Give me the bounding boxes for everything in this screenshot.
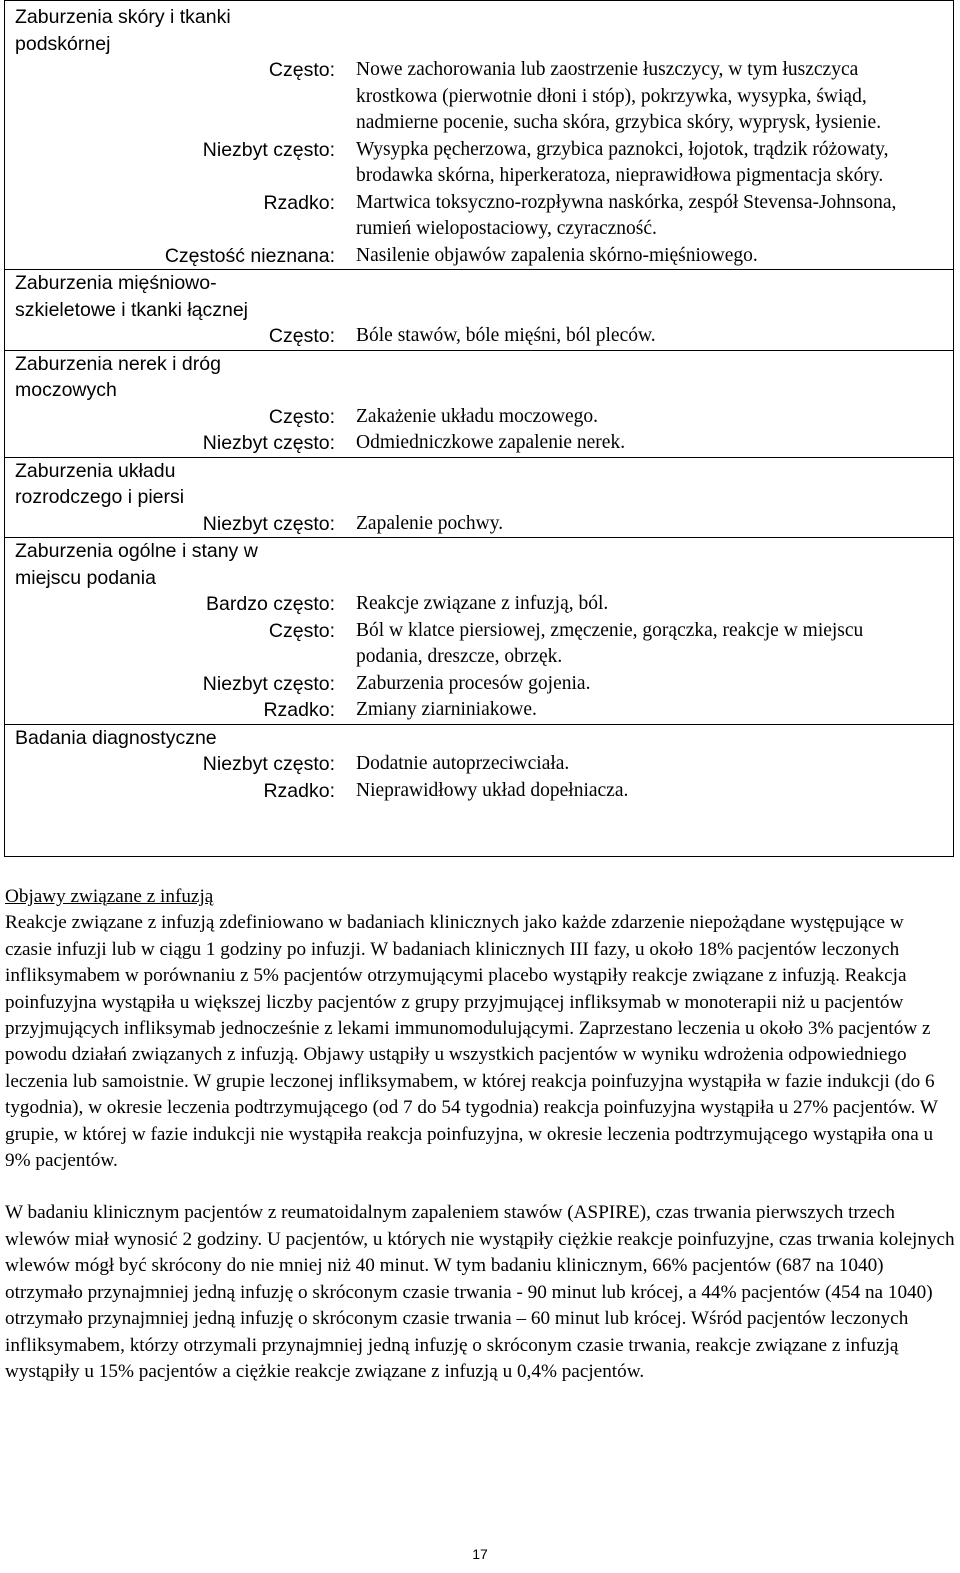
adverse-effects: Martwica toksyczno-rozpływna naskórka, zespół Stevensa-Johnsona, rumień wielopostaciowy, czyraczność.	[356, 191, 897, 239]
table-section	[5, 724, 953, 805]
adverse-effects: Zmiany ziarniniakowe.	[356, 699, 537, 720]
paragraph: W badaniu klinicznym pacjentów z reumatoidalnym zapaleniem stawów (ASPIRE), czas trwania pierwszych trzech wlewów miał wynosić 2 godziny. U pacjentów, u których nie wystąpiły ciężkie reakcje poinfuzyjne, czas trwania kolejnych wlewów mógł być skrócony do nie mniej niż 40 minut. W tym badaniu klinicznym, 66% pacjentów (687 na 1040) otrzymało przynajmniej jedną infuzję o skróconym czasie trwania - 90 minut lub krócej, a 44% pacjentów (454 na 1040) otrzymało przynajmniej jedną infuzję o skróconym czasie trwania – 60 minut lub krócej. Wśród pacjentów leczonych infliksymabem, którzy otrzymali przynajmniej jedną infuzję o skróconym czasie trwania, reakcje związane z infuzją wystąpiły u 15% pacjentów a ciężkie reakcje związane z infuzją u 0,4% pacjentów.	[5, 1202, 955, 1382]
table-section	[5, 269, 953, 350]
page-number: 17	[472, 1546, 488, 1562]
adverse-effects: Wysypka pęcherzowa, grzybica paznokci, łojotok, trądzik różowaty, brodawka skórna, hiperkeratoza, nieprawidłowa pigmentacja skóry.	[356, 138, 889, 186]
infusion-reactions-section	[5, 884, 955, 1385]
adverse-effects: Zapalenie pochwy.	[356, 512, 504, 534]
frequency-label: Niezbyt często:	[202, 672, 335, 695]
system-organ-class: Badania diagnostyczne	[15, 726, 217, 749]
adverse-effects: Zakażenie układu moczowego.	[356, 405, 599, 427]
frequency-label: Rzadko:	[263, 699, 335, 721]
system-organ-class: Zaburzenia układu rozrodczego i piersi	[15, 459, 185, 508]
frequency-label: Często:	[268, 59, 335, 81]
table-row	[5, 591, 953, 618]
adverse-effects: Ból w klatce piersiowej, zmęczenie, gorączka, reakcje w miejscu podania, dreszcze, obrzęk.	[356, 619, 864, 667]
frequency-label: Rzadko:	[263, 191, 335, 214]
table-row	[5, 671, 953, 698]
adverse-effects: Zaburzenia procesów gojenia.	[356, 672, 591, 694]
table-row	[5, 778, 953, 805]
adverse-effects: Nasilenie objawów zapalenia skórno-mięśniowego.	[356, 244, 758, 266]
frequency-label: Niezbyt często:	[202, 753, 335, 775]
adverse-effects: Dodatnie autoprzeciwciała.	[356, 753, 570, 774]
frequency-label: Częstość nieznana:	[164, 244, 335, 267]
system-organ-class: Zaburzenia nerek i dróg moczowych	[15, 352, 221, 401]
frequency-label: Niezbyt często:	[202, 138, 335, 161]
adverse-effects: Reakcje związane z infuzją, ból.	[356, 593, 609, 614]
frequency-label: Często:	[268, 325, 335, 347]
table-row	[5, 618, 953, 671]
table-row	[5, 190, 953, 243]
frequency-label: Często:	[268, 405, 335, 428]
frequency-label: Rzadko:	[263, 779, 335, 802]
paragraph: Reakcje związane z infuzją zdefiniowano w badaniach klinicznych jako każde zdarzenie niepożądane występujące w czasie infuzji lub w ciągu 1 godziny po infuzji. W badaniach klinicznych III fazy, u około 18% pacjentów leczonych infliksymabem w porównaniu z 5% pacjentów otrzymującymi placebo wystąpiły reakcje związane z infuzją. Reakcja poinfuzyjna wystąpiła u większej liczby pacjentów z grupy przyjmującej infliksymab w monoterapii niż u pacjentów przyjmujących infliksymab jednocześnie z lekami immunomodulującymi. Zaprzestano leczenia u około 3% pacjentów z powodu działań związanych z infuzją. Objawy ustąpiły u wszystkich pacjentów w wyniku wdrożenia odpowiedniego leczenia lub samoistnie. W grupie leczonej infliksymabem, w której reakcja poinfuzyjna wystąpiła w fazie indukcji (do 6 tygodnia), w okresie leczenia podtrzymującego (od 7 do 54 tygodnia) reakcja poinfuzyjna wystąpiła u 27% pacjentów. W grupie, w której w fazie indukcji nie wystąpiła reakcja poinfuzyjna, w okresie leczenia podtrzymującego wystąpiła ona u 9% pacjentów.	[5, 912, 938, 1172]
table-section	[5, 350, 953, 457]
frequency-label: Bardzo często:	[206, 593, 335, 615]
table-section	[5, 0, 953, 269]
adverse-effects: Nowe zachorowania lub zaostrzenie łuszczycy, w tym łuszczyca krostkowa (pierwotnie dłoni i stóp), pokrzywka, wysypka, świąd, nadmierne pocenie, sucha skóra, grzybica skóry, wyprysk, łysienie.	[356, 59, 882, 133]
table-row	[5, 243, 953, 270]
system-organ-class: Zaburzenia skóry i tkanki podskórnej	[15, 6, 231, 55]
adverse-effects: Nieprawidłowy układ dopełniacza.	[356, 779, 629, 801]
table-row	[5, 751, 953, 778]
frequency-label: Niezbyt często:	[202, 512, 335, 535]
table-row	[5, 697, 953, 724]
adverse-effects: Odmiedniczkowe zapalenie nerek.	[356, 432, 626, 453]
system-organ-class: Zaburzenia mięśniowo-szkieletowe i tkanki łącznej	[15, 272, 249, 321]
frequency-label: Często:	[268, 619, 335, 642]
table-row	[5, 404, 953, 431]
table-row	[5, 511, 953, 538]
table-row	[5, 323, 953, 350]
section-title: Objawy związane z infuzją	[5, 886, 214, 907]
table-section	[5, 457, 953, 538]
adverse-effects: Bóle stawów, bóle mięśni, ból pleców.	[356, 325, 656, 346]
table-row	[5, 57, 953, 137]
frequency-label: Niezbyt często:	[202, 432, 335, 454]
table-row	[5, 137, 953, 190]
system-organ-class: Zaburzenia ogólne i stany w miejscu podania	[15, 540, 258, 589]
adverse-events-table	[4, 0, 954, 857]
table-section	[5, 537, 953, 724]
table-row	[5, 430, 953, 457]
